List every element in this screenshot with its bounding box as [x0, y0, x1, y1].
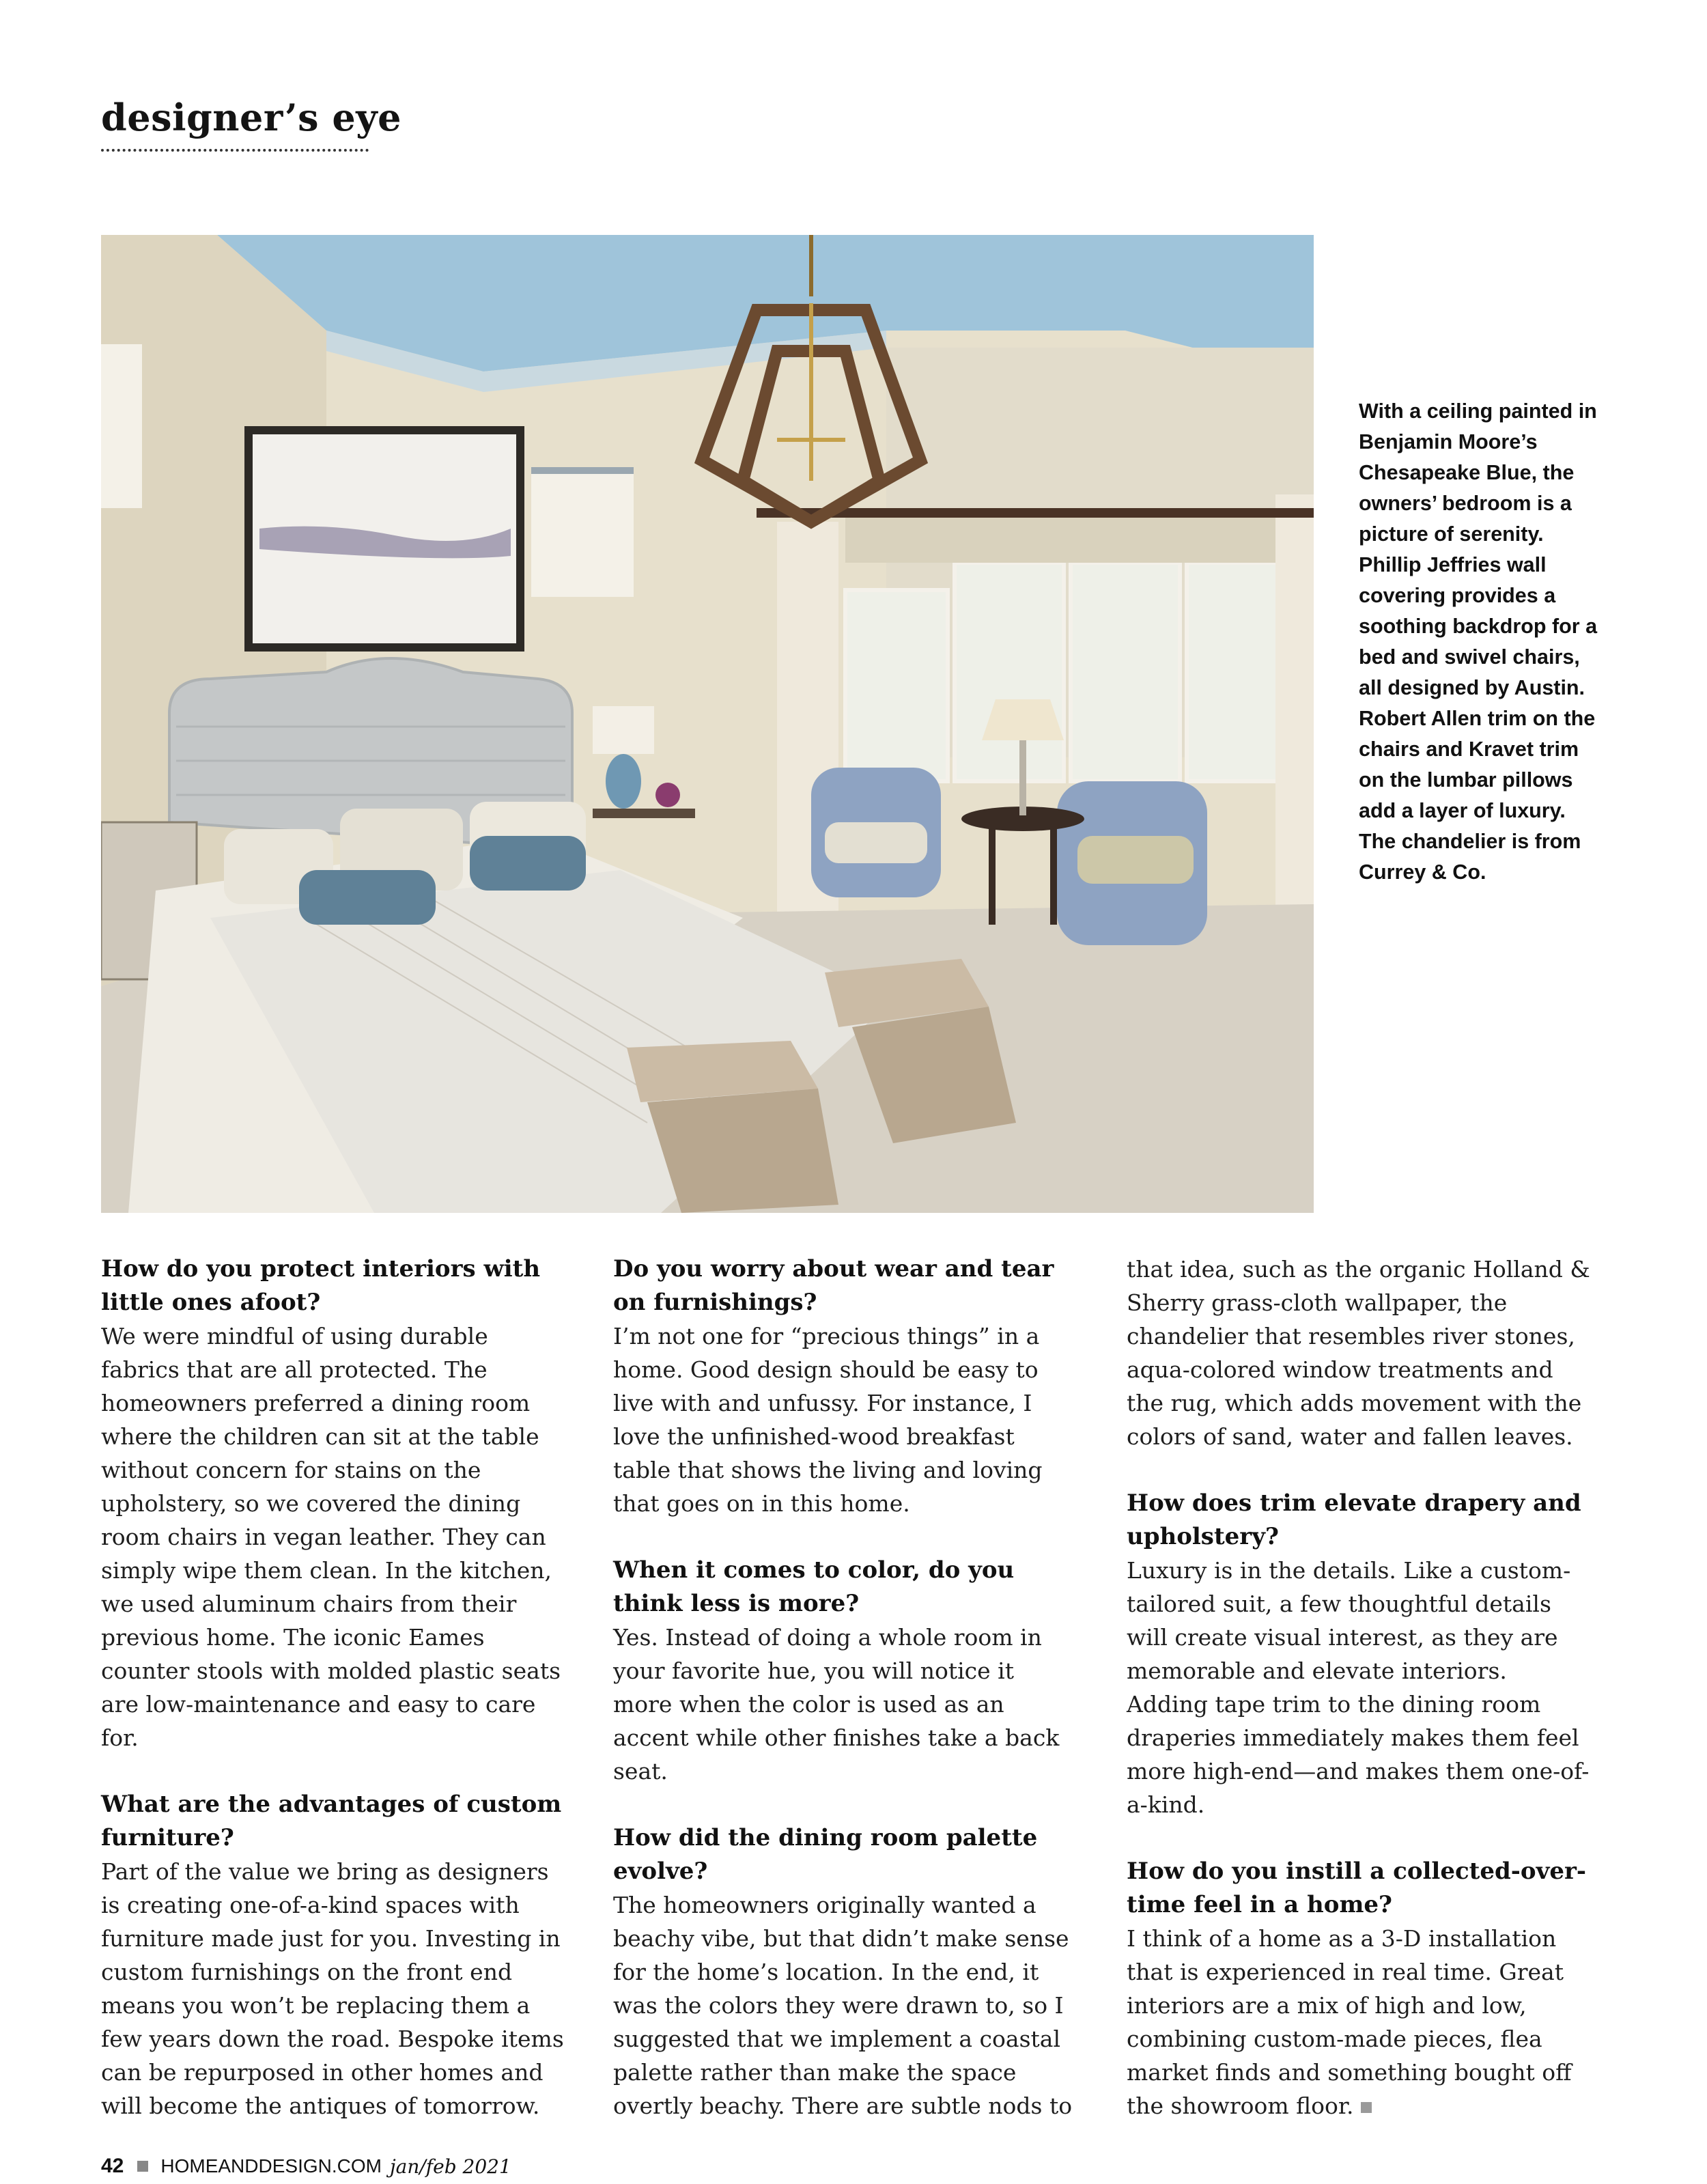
separator-square-icon [137, 2161, 148, 2172]
question-heading: When it comes to color, do you think less is more? [613, 1556, 1015, 1617]
text-column-1 [101, 1252, 565, 2123]
question-heading: Do you worry about wear and tear on furnishings? [613, 1255, 1054, 1316]
answer-paragraph: I’m not one for “precious things” in a home. Good design should be easy to live with and unfussy. For instance, I love the unfinished-wood breakfast table that shows the living and loving that goes on in this home. [613, 1323, 1043, 1517]
end-mark-icon [1361, 2102, 1372, 2113]
question-heading: How did the dining room palette evolve? [613, 1824, 1038, 1885]
answer-continuation: that idea, such as the organic Holland & Sherry grass-cloth wallpaper, the chandelier that resembles river stones, aqua-colored window treatments and the rug, which adds movement with the colors of sand, water and fallen leaves. [1127, 1256, 1590, 1450]
text-column-2 [613, 1252, 1077, 2123]
text-column-3 [1127, 1252, 1591, 2123]
answer-paragraph [1127, 1922, 1591, 2123]
answer-paragraph: The homeowners originally wanted a beachy vibe, but that didn’t make sense for the home’s location. In the end, it was the colors they were drawn to, so I suggested that we implement a coastal palette rather than make the space overtly beachy. There are subtle nods to [613, 1892, 1073, 2119]
question-heading: What are the advantages of custom furniture? [101, 1791, 562, 1851]
section-title: designer’s eye [101, 96, 401, 139]
answer-paragraph: We were mindful of using durable fabrics that are all protected. The homeowners preferred a dining room where the children can sit at the table without concern for stains on the upholstery, so we covered the dining room chairs in vegan leather. They can simply wipe them clean. In the kitchen, we used aluminum chairs from their previous home. The iconic Eames counter stools with molded plastic seats are low-maintenance and easy to care for. [101, 1323, 561, 1751]
question-heading: How do you instill a collected-over-time feel in a home? [1127, 1858, 1586, 1918]
answer-paragraph: Yes. Instead of doing a whole room in your favorite hue, you will notice it more when the color is used as an accent while other finishes take a back seat. [613, 1624, 1060, 1784]
site-name: HOMEANDDESIGN.COM [160, 2155, 382, 2176]
answer-text: I think of a home as a 3-D installation that is experienced in real time. Great interiors are a mix of high and low, combining custom-made pieces, flea market finds and something bought off the showroom floor. [1127, 1925, 1572, 2119]
issue-date: jan/feb 2021 [389, 2155, 511, 2178]
section-dotted-rule [101, 149, 369, 152]
photo-caption: With a ceiling painted in Benjamin Moore’s Chesapeake Blue, the owners’ bedroom is a picture of serenity. Phillip Jeffries wall covering provides a soothing backdrop for a bed and swivel chairs, all designed by Austin. Robert Allen trim on the chairs and Kravet trim on the lumbar pillows add a layer of luxury. The chandelier is from Currey & Co. [1359, 400, 1598, 884]
bedroom-photo [101, 235, 1314, 1213]
answer-paragraph: Luxury is in the details. Like a custom-tailored suit, a few thoughtful details will create visual interest, as they are memorable and elevate interiors. Adding tape trim to the dining room draperies immediately makes them feel more high-end—and makes them one-of-a-kind. [1127, 1557, 1590, 1818]
question-heading: How does trim elevate drapery and upholstery? [1127, 1489, 1581, 1550]
answer-paragraph: Part of the value we bring as designers is creating one-of-a-kind spaces with furniture made just for you. Investing in custom furnishings on the front end means you won’t be replacing them a few years down the road. Bespoke items can be repurposed in other homes and will become the antiques of tomorrow. [101, 1858, 564, 2119]
page-number: 42 [101, 2155, 124, 2177]
page-footer [101, 2155, 511, 2178]
question-heading: How do you protect interiors with little ones afoot? [101, 1255, 541, 1316]
